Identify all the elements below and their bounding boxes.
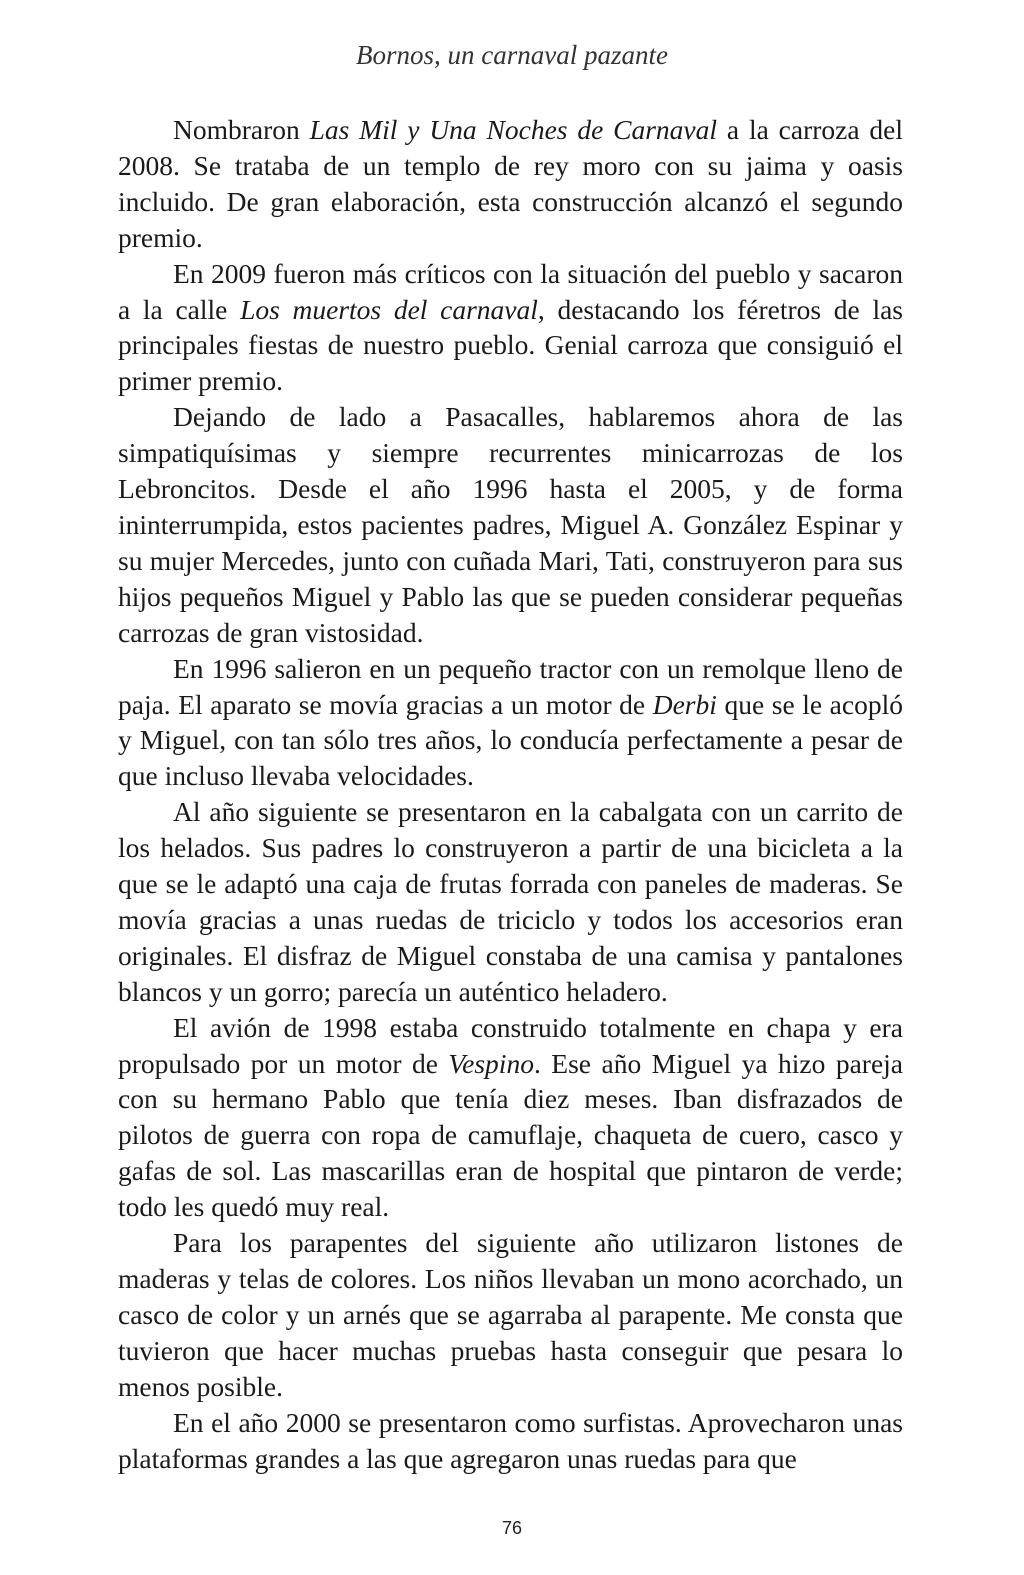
paragraph-text: En 1996 salieron en un pequeño tractor con un remolque lleno de paja. El aparato se movía gracias a un motor de: [118, 652, 903, 720]
paragraph-carroza-2009: [118, 256, 903, 400]
paragraph-text: . Ese año Miguel ya hizo pareja con su hermano Pablo que tenía diez meses. Iban disfrazados de pilotos de guerra con ropa de camuflaje, chaqueta de cuero, casco y gafas de sol. Las mascarillas eran de hospital que pintaron de verde; todo les quedó muy real.: [118, 1047, 903, 1223]
paragraph-text: En el año 2000 se presentaron como surfistas. Aprovecharon unas plataformas grandes a las que agregaron unas ruedas para que: [118, 1406, 903, 1474]
paragraph-avion-1998: [118, 1010, 903, 1225]
paragraph-text: que se le acopló y Miguel, con tan sólo tres años, lo conducía perfectamente a pesar de que incluso llevaba velocidades.: [118, 688, 903, 792]
paragraph-text: , destacando los féretros de las principales fiestas de nuestro pueblo. Genial carroza que consiguió el primer premio.: [118, 293, 903, 397]
paragraph-lebroncitos: [118, 399, 903, 650]
paragraph-text: Nombraron: [173, 114, 310, 145]
paragraph-text: Al año siguiente se presentaron en la cabalgata con un carrito de los helados. Sus padres lo construyeron a partir de una bicicleta a la que se le adaptó una caja de frutas forrada con paneles de maderas. Se movía gracias a unas ruedas de triciclo y todos los accesorios eran originales. El disfraz de Miguel constaba de una camisa y pantalones blancos y un gorro; parecía un auténtico heladero.: [118, 796, 903, 1007]
paragraph-parapentes: [118, 1225, 903, 1405]
body-text: [118, 112, 903, 1476]
paragraph-text: El avión de 1998 estaba construido totalmente en chapa y era propulsado por un motor de: [118, 1011, 903, 1079]
paragraph-text: Para los parapentes del siguiente año utilizaron listones de maderas y telas de colores. Los niños llevaban un mono acorchado, un casco de color y un arnés que se agarraba al parapente. Me consta que tuvieron que hacer muchas pruebas hasta conseguir que pesara lo menos posible.: [118, 1227, 903, 1402]
running-header: Bornos, un carnaval pazante: [356, 40, 668, 70]
paragraph-text: a la carroza del 2008. Se trataba de un templo de rey moro con su jaima y oasis incluido. De gran elaboración, esta construcción alcanzó el segundo premio.: [118, 114, 903, 253]
paragraph-text: Dejando de lado a Pasacalles, hablaremos ahora de las simpatiquísimas y siempre recurrentes minicarrozas de los Lebroncitos. Desde el año 1996 hasta el 2005, y de forma ininterrumpida, estos pacientes padres, Miguel A. González Espinar y su mujer Mercedes, junto con cuñada Mari, Tati, construyeron para sus hijos pequeños Miguel y Pablo las que se pueden considerar pequeñas carrozas de gran vistosidad.: [118, 401, 903, 648]
carroza-title: Las Mil y Una Noches de Carnaval: [309, 114, 718, 145]
paragraph-surfistas-2000: [118, 1405, 903, 1477]
paragraph-carrito-helados: [118, 794, 903, 1009]
page-number: 76: [501, 1518, 523, 1538]
paragraph-text: En 2009 fueron más críticos con la situación del pueblo y sacaron a la calle: [118, 257, 903, 325]
paragraph-tractor-1996: [118, 651, 903, 795]
paragraph-carroza-2008: [118, 112, 903, 256]
carroza-title: Los muertos del carnaval: [240, 293, 538, 325]
brand-name: Derbi: [652, 688, 717, 720]
brand-name: Vespino: [448, 1047, 534, 1079]
